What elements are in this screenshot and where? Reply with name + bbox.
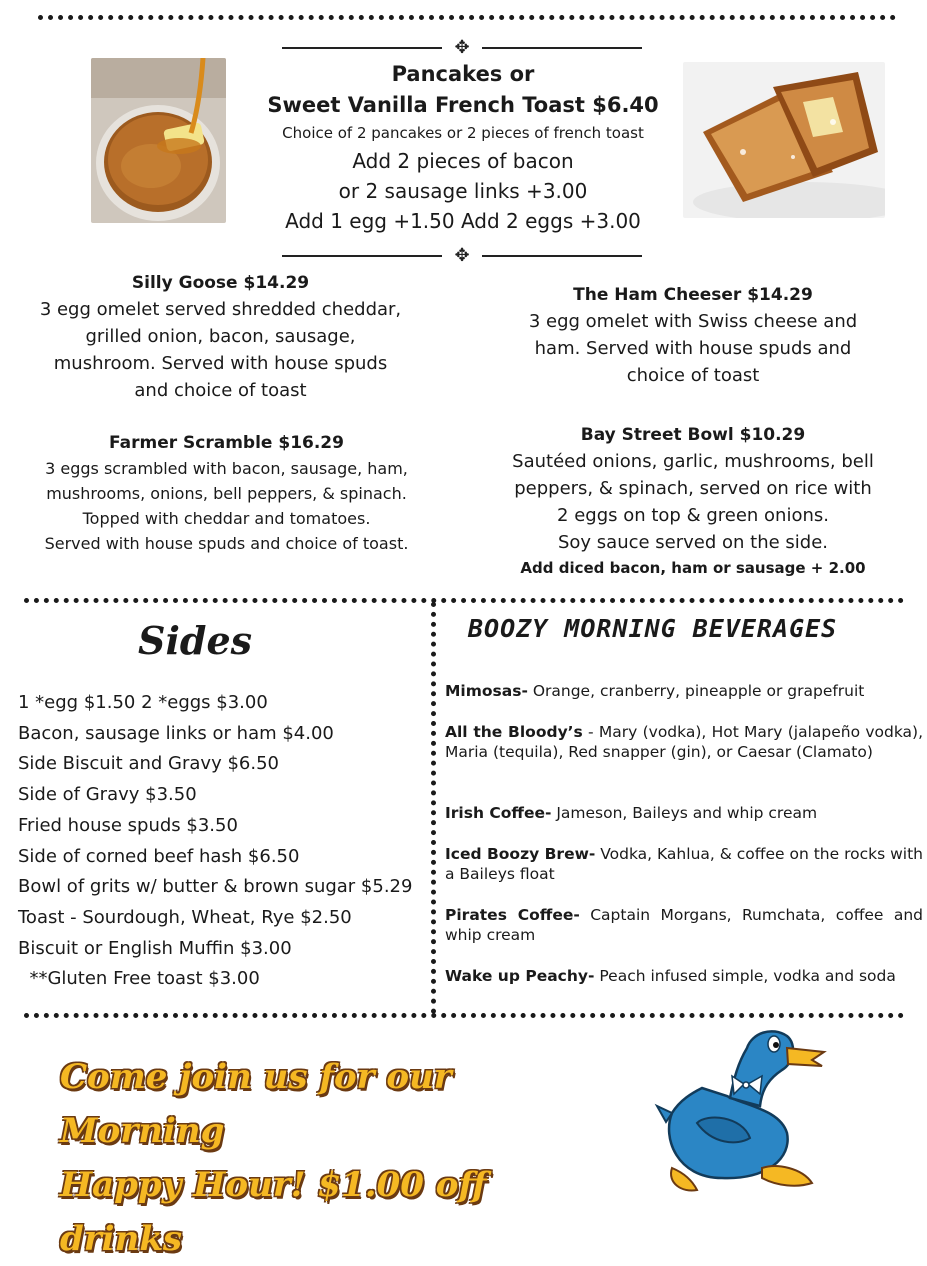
side-item: Toast - Sourdough, Wheat, Rye $2.50	[18, 906, 352, 928]
side-item: 1 *egg $1.50 2 *eggs $3.00	[18, 692, 268, 713]
beverage-desc: Jameson, Baileys and whip cream	[551, 804, 818, 822]
item-name: Bay Street Bowl $10.29	[580, 425, 806, 445]
item-desc-line: 3 egg omelet with Swiss cheese and	[528, 311, 858, 332]
item-desc-line: Served with house spuds and choice of toast.	[44, 534, 409, 553]
beverage-name: Mimosas-	[445, 682, 528, 700]
beverage-name: Pirates Coffee-	[445, 906, 580, 924]
item-desc-line: Soy sauce served on the side.	[557, 532, 829, 553]
pancakes-photo	[91, 58, 226, 223]
feature-choice: Choice of 2 pancakes or 2 pieces of french toast	[282, 124, 644, 142]
feature-add-line3: Add 1 egg +1.50 Add 2 eggs +3.00	[285, 209, 641, 233]
top-divider	[38, 15, 896, 20]
happy-hour-promo	[60, 1050, 600, 1266]
side-item: Bacon, sausage links or ham $4.00	[18, 722, 334, 744]
item-desc-line: grilled onion, bacon, sausage,	[85, 326, 356, 347]
item-name: Farmer Scramble $16.29	[109, 433, 344, 453]
side-item: **Gluten Free toast $3.00	[18, 968, 260, 990]
menu-item-bay-street-bowl	[486, 422, 900, 580]
side-item: Bowl of grits w/ butter & brown sugar $5.29	[18, 876, 413, 898]
beverage-name: Wake up Peachy-	[445, 967, 595, 985]
feature-add-line2: or 2 sausage links +3.00	[338, 179, 588, 203]
sides-heading: Sides	[138, 618, 253, 663]
side-item: Biscuit or English Muffin $3.00	[18, 937, 292, 959]
ornament-bottom: ✥	[282, 250, 642, 264]
promo-line1: Come join us for our Morning	[60, 1057, 452, 1151]
menu-item-silly-goose	[18, 270, 423, 404]
item-desc-line: 3 egg omelet served shredded cheddar,	[39, 299, 402, 320]
column-divider	[431, 602, 436, 1014]
item-desc-line: peppers, & spinach, served on rice with	[514, 478, 872, 499]
side-item: Fried house spuds $3.50	[18, 814, 238, 836]
beverage-item	[445, 966, 923, 986]
beverage-item	[445, 722, 923, 762]
item-extra: Add diced bacon, ham or sausage + 2.00	[520, 559, 866, 577]
item-desc-line: ham. Served with house spuds and	[534, 338, 852, 359]
beverage-desc: Orange, cranberry, pineapple or grapefruit	[527, 682, 865, 700]
beverage-item	[445, 844, 923, 884]
beverage-item	[445, 681, 923, 701]
side-item: Side of corned beef hash $6.50	[18, 845, 300, 867]
pancake-feature	[258, 58, 668, 236]
item-desc-line: Sautéed onions, garlic, mushrooms, bell	[512, 451, 874, 472]
feature-title-line2: Sweet Vanilla French Toast $6.40	[267, 93, 659, 117]
beverage-desc: Captain Morgans, Rumchata, coffee and whip cream	[445, 906, 924, 944]
beverage-desc: Vodka, Kahlua, & coffee on the rocks with a Baileys float	[445, 845, 923, 883]
item-desc-line: 3 eggs scrambled with bacon, sausage, ham,	[45, 459, 408, 478]
item-desc-line: and choice of toast	[134, 380, 307, 401]
beverage-item	[445, 905, 923, 945]
sides-list	[18, 688, 412, 995]
item-desc-line: mushrooms, onions, bell peppers, & spinach.	[46, 484, 407, 503]
duck-mascot	[652, 1018, 827, 1196]
middle-divider	[24, 598, 904, 603]
side-item: Side Biscuit and Gravy $6.50	[18, 753, 279, 775]
beverages-heading: BOOZY MORNING BEVERAGES	[468, 614, 838, 643]
item-desc-line: mushroom. Served with house spuds	[53, 353, 388, 374]
beverage-name: All the Bloody’s	[445, 723, 583, 741]
promo-line2: Happy Hour! $1.00 off drinks	[60, 1165, 487, 1259]
menu-item-ham-cheeser	[486, 282, 900, 389]
side-item: Side of Gravy $3.50	[18, 784, 197, 806]
item-name: Silly Goose $14.29	[131, 273, 310, 293]
beverage-item	[445, 803, 923, 823]
french-toast-photo	[683, 62, 885, 218]
item-desc-line: choice of toast	[626, 365, 760, 386]
item-desc-line: Topped with cheddar and tomatoes.	[82, 509, 371, 528]
menu-item-farmer-scramble	[14, 430, 439, 556]
beverage-desc: - Mary (vodka), Hot Mary (jalapeño vodka), Maria (tequila), Red snapper (gin), or Caesar (Clamato)	[445, 723, 924, 761]
ornament-top: ✥	[282, 42, 642, 56]
beverage-name: Iced Boozy Brew-	[445, 845, 596, 863]
item-desc-line: 2 eggs on top & green onions.	[557, 505, 829, 526]
beverage-name: Irish Coffee-	[445, 804, 552, 822]
item-name: The Ham Cheeser $14.29	[573, 285, 813, 305]
feature-add-line1: Add 2 pieces of bacon	[352, 149, 574, 173]
feature-title-line1: Pancakes or	[391, 62, 535, 86]
beverage-desc: Peach infused simple, vodka and soda	[594, 967, 896, 985]
